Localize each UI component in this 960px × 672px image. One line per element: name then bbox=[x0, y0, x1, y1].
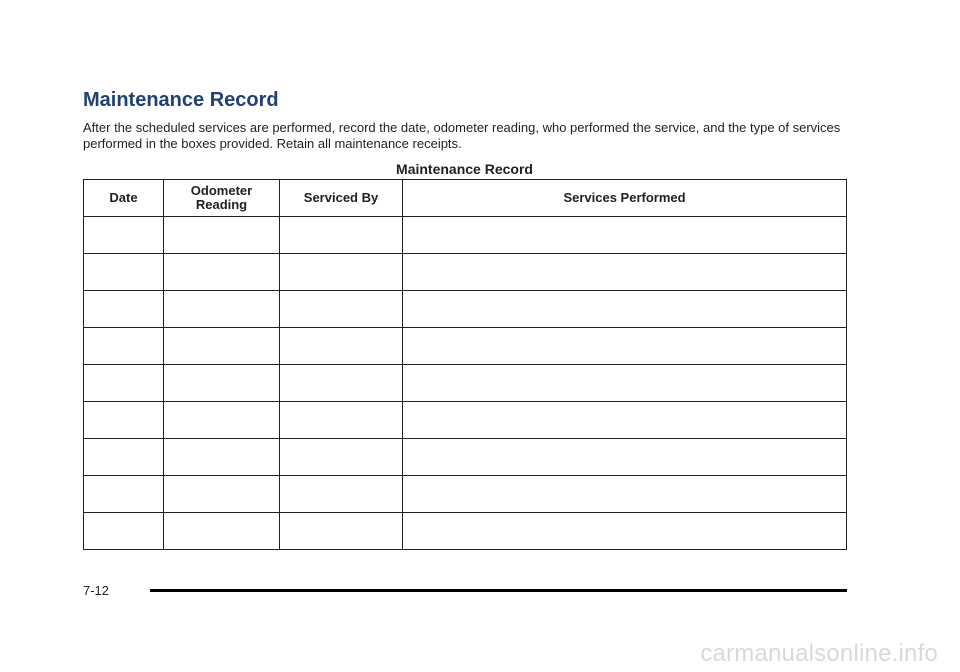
odometer-cell bbox=[164, 365, 280, 402]
odometer-cell bbox=[164, 513, 280, 550]
serviced-by-cell bbox=[280, 402, 403, 439]
serviced-by-cell bbox=[280, 328, 403, 365]
date-cell bbox=[84, 291, 164, 328]
serviced-by-cell bbox=[280, 217, 403, 254]
services-performed-cell bbox=[403, 476, 847, 513]
services-performed-cell bbox=[403, 439, 847, 476]
services-performed-cell bbox=[403, 291, 847, 328]
table-body bbox=[84, 217, 847, 550]
date-cell bbox=[84, 365, 164, 402]
services-performed-cell bbox=[403, 513, 847, 550]
odometer-cell bbox=[164, 439, 280, 476]
table-row bbox=[84, 365, 847, 402]
watermark: carmanualsonline.info bbox=[700, 640, 938, 667]
table-header-row bbox=[84, 180, 847, 217]
date-cell bbox=[84, 217, 164, 254]
table-row bbox=[84, 513, 847, 550]
date-cell bbox=[84, 439, 164, 476]
header-date: Date bbox=[84, 180, 164, 217]
maintenance-record-table bbox=[83, 179, 847, 550]
serviced-by-cell bbox=[280, 365, 403, 402]
table-row bbox=[84, 328, 847, 365]
date-cell bbox=[84, 513, 164, 550]
odometer-cell bbox=[164, 291, 280, 328]
table-caption: Maintenance Record bbox=[396, 161, 533, 177]
header-odometer-reading: Odometer Reading bbox=[164, 180, 280, 217]
serviced-by-cell bbox=[280, 476, 403, 513]
services-performed-cell bbox=[403, 217, 847, 254]
header-services-performed: Services Performed bbox=[403, 180, 847, 217]
date-cell bbox=[84, 328, 164, 365]
odometer-cell bbox=[164, 328, 280, 365]
services-performed-cell bbox=[403, 328, 847, 365]
serviced-by-cell bbox=[280, 254, 403, 291]
services-performed-cell bbox=[403, 365, 847, 402]
serviced-by-cell bbox=[280, 439, 403, 476]
page-title: Maintenance Record bbox=[83, 89, 279, 111]
page-number: 7-12 bbox=[83, 583, 110, 598]
serviced-by-cell bbox=[280, 513, 403, 550]
date-cell bbox=[84, 254, 164, 291]
serviced-by-cell bbox=[280, 291, 403, 328]
services-performed-cell bbox=[403, 402, 847, 439]
footer-rule bbox=[150, 589, 847, 592]
odometer-cell bbox=[164, 402, 280, 439]
odometer-cell bbox=[164, 217, 280, 254]
table-row bbox=[84, 402, 847, 439]
odometer-cell bbox=[164, 476, 280, 513]
odometer-cell bbox=[164, 254, 280, 291]
table-row bbox=[84, 476, 847, 513]
date-cell bbox=[84, 476, 164, 513]
services-performed-cell bbox=[403, 254, 847, 291]
date-cell bbox=[84, 402, 164, 439]
table-row bbox=[84, 439, 847, 476]
intro-paragraph: After the scheduled services are performed, record the date, odometer reading, who performed the service, and the type of services performed in the boxes provided. Retain all maintenance receipts. bbox=[83, 120, 841, 151]
header-serviced-by: Serviced By bbox=[280, 180, 403, 217]
table-row bbox=[84, 254, 847, 291]
table-row bbox=[84, 291, 847, 328]
table-row bbox=[84, 217, 847, 254]
